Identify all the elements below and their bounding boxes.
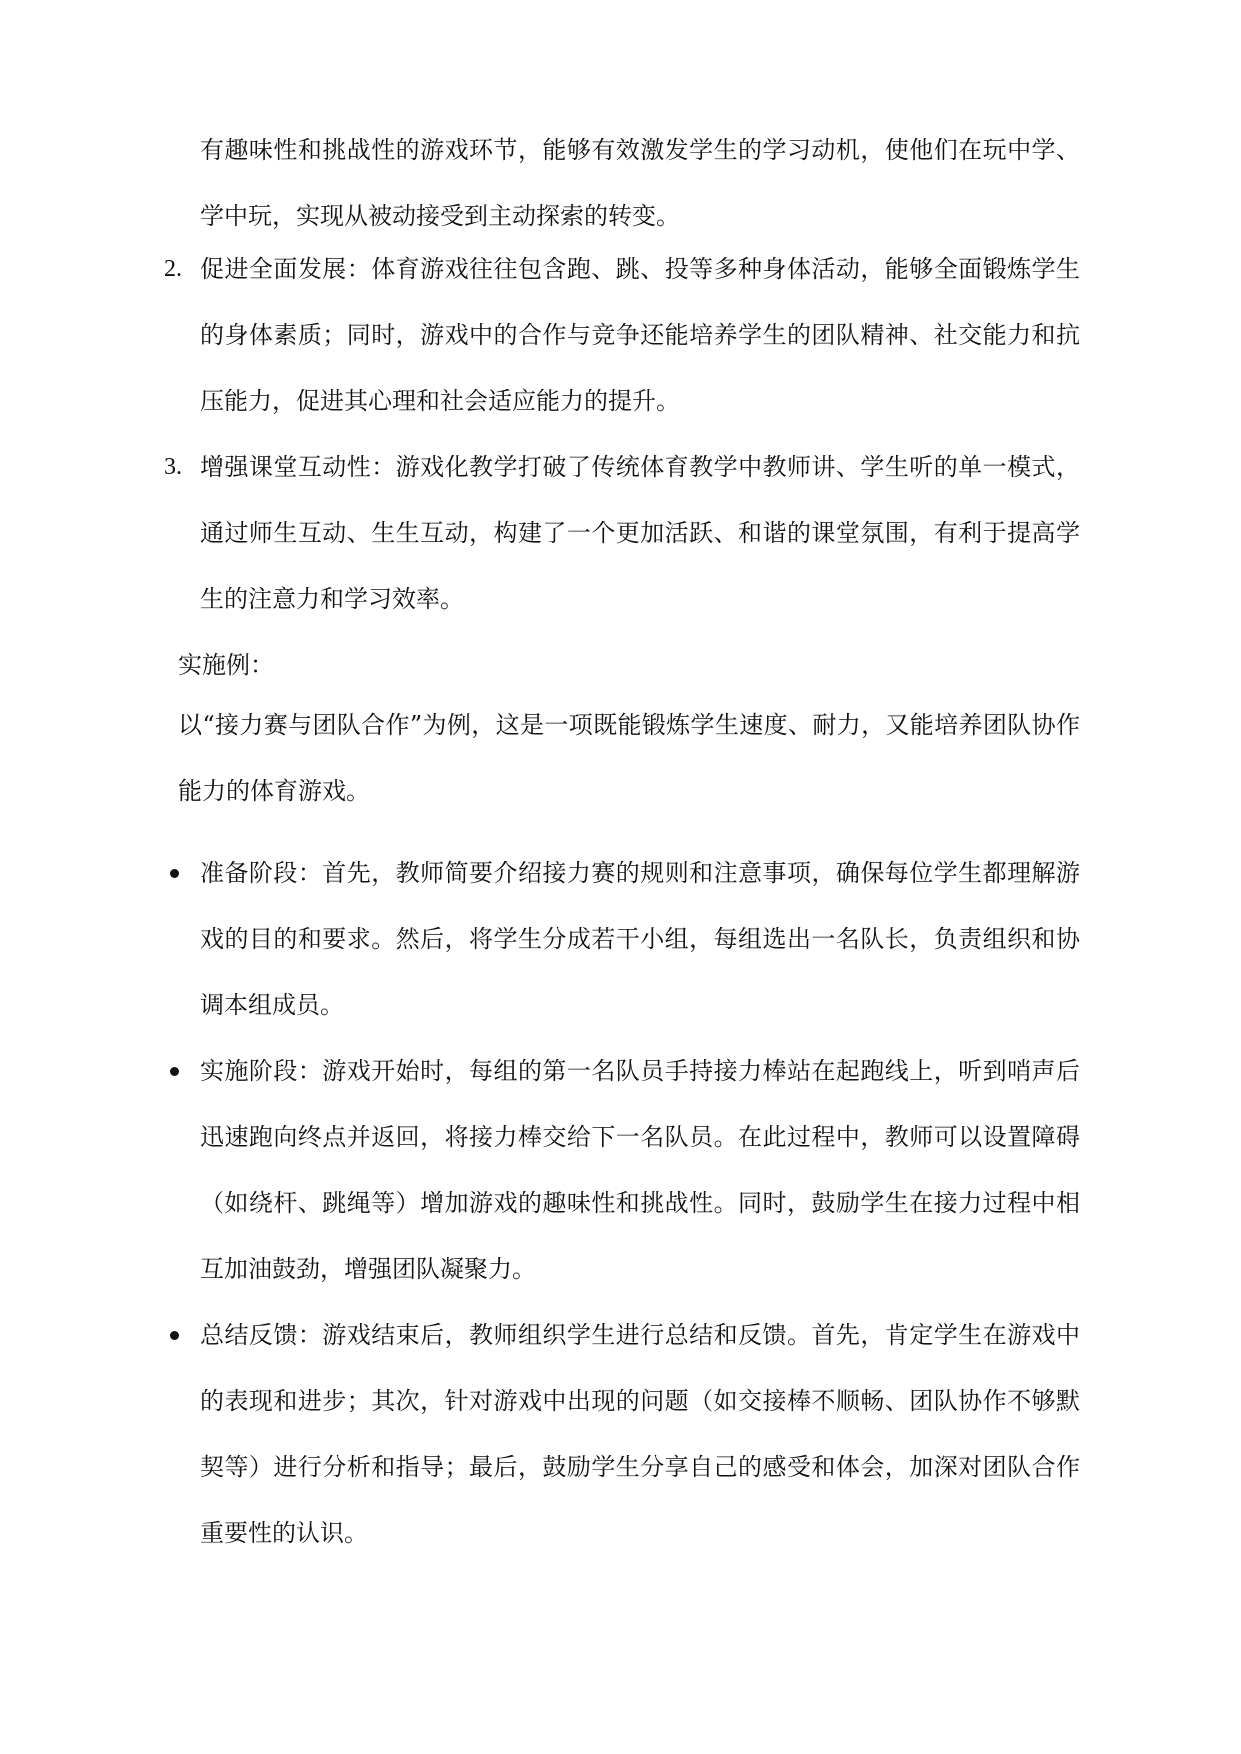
item-term: 总结反馈： <box>200 1321 323 1349</box>
example-intro <box>178 692 1080 824</box>
item-term: 实施阶段： <box>200 1057 323 1085</box>
continued-paragraph-text: 有趣味性和挑战性的游戏环节，能够有效激发学生的学习动机，使他们在玩中学、学中玩，实现从被动接受到主动探索的转变。 <box>200 136 1080 230</box>
bullet-icon <box>170 1067 179 1076</box>
item-term: 促进全面发展： <box>200 255 372 283</box>
item-text: 游戏化教学打破了传统体育教学中教师讲、学生听的单一模式，通过师生互动、生生互动，构建了一个更加活跃、和谐的课堂氛围，有利于提高学生的注意力和学习效率。 <box>200 453 1081 613</box>
numbered-item-2 <box>164 236 1081 434</box>
example-heading <box>178 632 1080 698</box>
bullet-item-preparation <box>200 840 1080 1038</box>
bullet-icon <box>170 869 179 878</box>
example-intro-text: 以“接力赛与团队合作”为例，这是一项既能锻炼学生速度、耐力，又能培养团队协作能力的体育游戏。 <box>178 711 1080 805</box>
item-text: 首先，教师简要介绍接力赛的规则和注意事项，确保每位学生都理解游戏的目的和要求。然后，将学生分成若干小组，每组选出一名队长，负责组织和协调本组成员。 <box>200 859 1081 1019</box>
list-number: 2. <box>164 256 182 282</box>
example-heading-text: 实施例： <box>178 651 274 679</box>
item-text: 体育游戏往往包含跑、跳、投等多种身体活动，能够全面锻炼学生的身体素质；同时，游戏中的合作与竞争还能培养学生的团队精神、社交能力和抗压能力，促进其心理和社会适应能力的提升。 <box>200 255 1081 415</box>
item-text: 游戏结束后，教师组织学生进行总结和反馈。首先，肯定学生在游戏中的表现和进步；其次，针对游戏中出现的问题（如交接棒不顺畅、团队协作不够默契等）进行分析和指导；最后，鼓励学生分享自己的感受和体会，加深对团队合作重要性的认识。 <box>200 1321 1081 1547</box>
bullet-icon <box>170 1331 179 1340</box>
numbered-item-3 <box>164 434 1081 632</box>
item-term: 增强课堂互动性： <box>200 453 396 481</box>
continued-paragraph <box>200 117 1080 249</box>
list-number: 3. <box>164 454 182 480</box>
item-term: 准备阶段： <box>200 859 323 887</box>
bullet-item-summary <box>200 1302 1080 1566</box>
bullet-item-implementation <box>200 1038 1080 1302</box>
item-text: 游戏开始时，每组的第一名队员手持接力棒站在起跑线上，听到哨声后迅速跑向终点并返回，将接力棒交给下一名队员。在此过程中，教师可以设置障碍（如绕杆、跳绳等）增加游戏的趣味性和挑战性。同时，鼓励学生在接力过程中相互加油鼓劲，增强团队凝聚力。 <box>200 1057 1081 1283</box>
